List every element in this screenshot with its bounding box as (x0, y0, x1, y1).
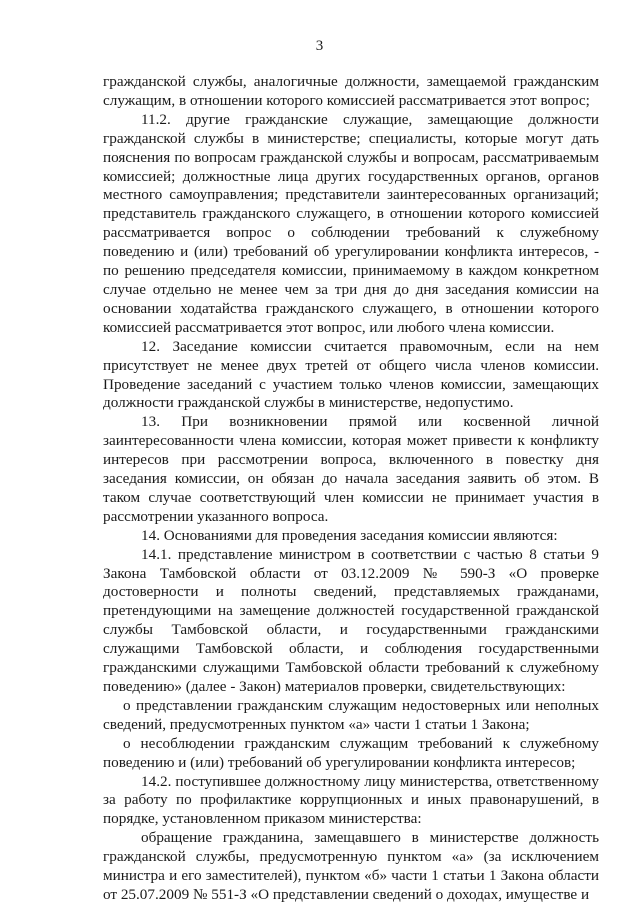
paragraph-14-1-item-a: о представлении гражданским служащим недостоверных или неполных сведений, предусмотренных пунктом «а» части 1 статьи 1 Закона; (103, 696, 599, 733)
page-number: 3 (315, 38, 324, 54)
paragraph-14: 14. Основаниями для проведения заседания комиссии являются: (141, 526, 558, 544)
paragraph-continuation: гражданской службы, аналогичные должности, замещаемой гражданским служащим, в отношении которого комиссией рассматривается этот вопрос; (103, 73, 599, 109)
paragraph-14-1-item-b: о несоблюдении гражданским служащим требований к служебному поведению и (или) требований об урегулировании конфликта интересов; (103, 734, 599, 771)
paragraph-13: 13. При возникновении прямой или косвенной личной заинтересованности члена комиссии, которая может привести к конфликту интересов при рассмотрении вопроса, включенного в повестку дня заседания комиссии, он обязан до начала заседания заявить об этом. В таком случае соответствующий член комиссии не принимает участия в рассмотрении указанного вопроса. (103, 413, 599, 525)
document-body (103, 73, 599, 905)
paragraph-14-1: 14.1. представление министром в соответствии с частью 8 статьи 9 Закона Тамбовской области от 03.12.2009 № 590-З «О проверке достоверности и полноты сведений, представляемых гражданами, претендующими на замещение должностей государственной гражданской службы Тамбовской области, и государственными гражданскими служащими Тамбовской области, и соблюдения государственными гражданскими служащими Тамбовской области требований к служебному поведению» (далее - Закон) материалов проверки, свидетельствующих: (103, 545, 599, 695)
paragraph-11-2: 11.2. другие гражданские служащие, замещающие должности гражданской службы в министерстве; специалисты, которые могут дать пояснения по вопросам гражданской службы и вопросам, рассматриваемым комиссией; должностные лица других государственных органов, органов местного самоуправления; представители заинтересованных организаций; представитель гражданского служащего, в отношении которого комиссией рассматривается вопрос о соблюдении требований к служебному поведению и (или) требований об урегулировании конфликта интересов, - по решению председателя комиссии, принимаемому в каждом конкретном случае отдельно не менее чем за три дня до дня заседания комиссии на основании ходатайства гражданского служащего, в отношении которого комиссией рассматривается этот вопрос, или любого члена комиссии. (103, 110, 599, 336)
paragraph-14-2-item: обращение гражданина, замещавшего в министерстве должность гражданской службы, предусмотренную пунктом «а» (за исключением министра и его заместителей), пунктом «б» части 1 статьи 1 Закона области от 25.07.2009 № 551-З «О представлении сведений о доходах, имуществе и (103, 829, 599, 903)
paragraph-12: 12. Заседание комиссии считается правомочным, если на нем присутствует не менее двух третей от общего числа членов комиссии. Проведение заседаний с участием только членов комиссии, замещающих должности гражданской службы в министерстве, недопустимо. (103, 337, 599, 412)
paragraph-14-2: 14.2. поступившее должностному лицу министерства, ответственному за работу по профилактике коррупционных и иных правонарушений, в порядке, установленном приказом министерства: (103, 772, 599, 828)
